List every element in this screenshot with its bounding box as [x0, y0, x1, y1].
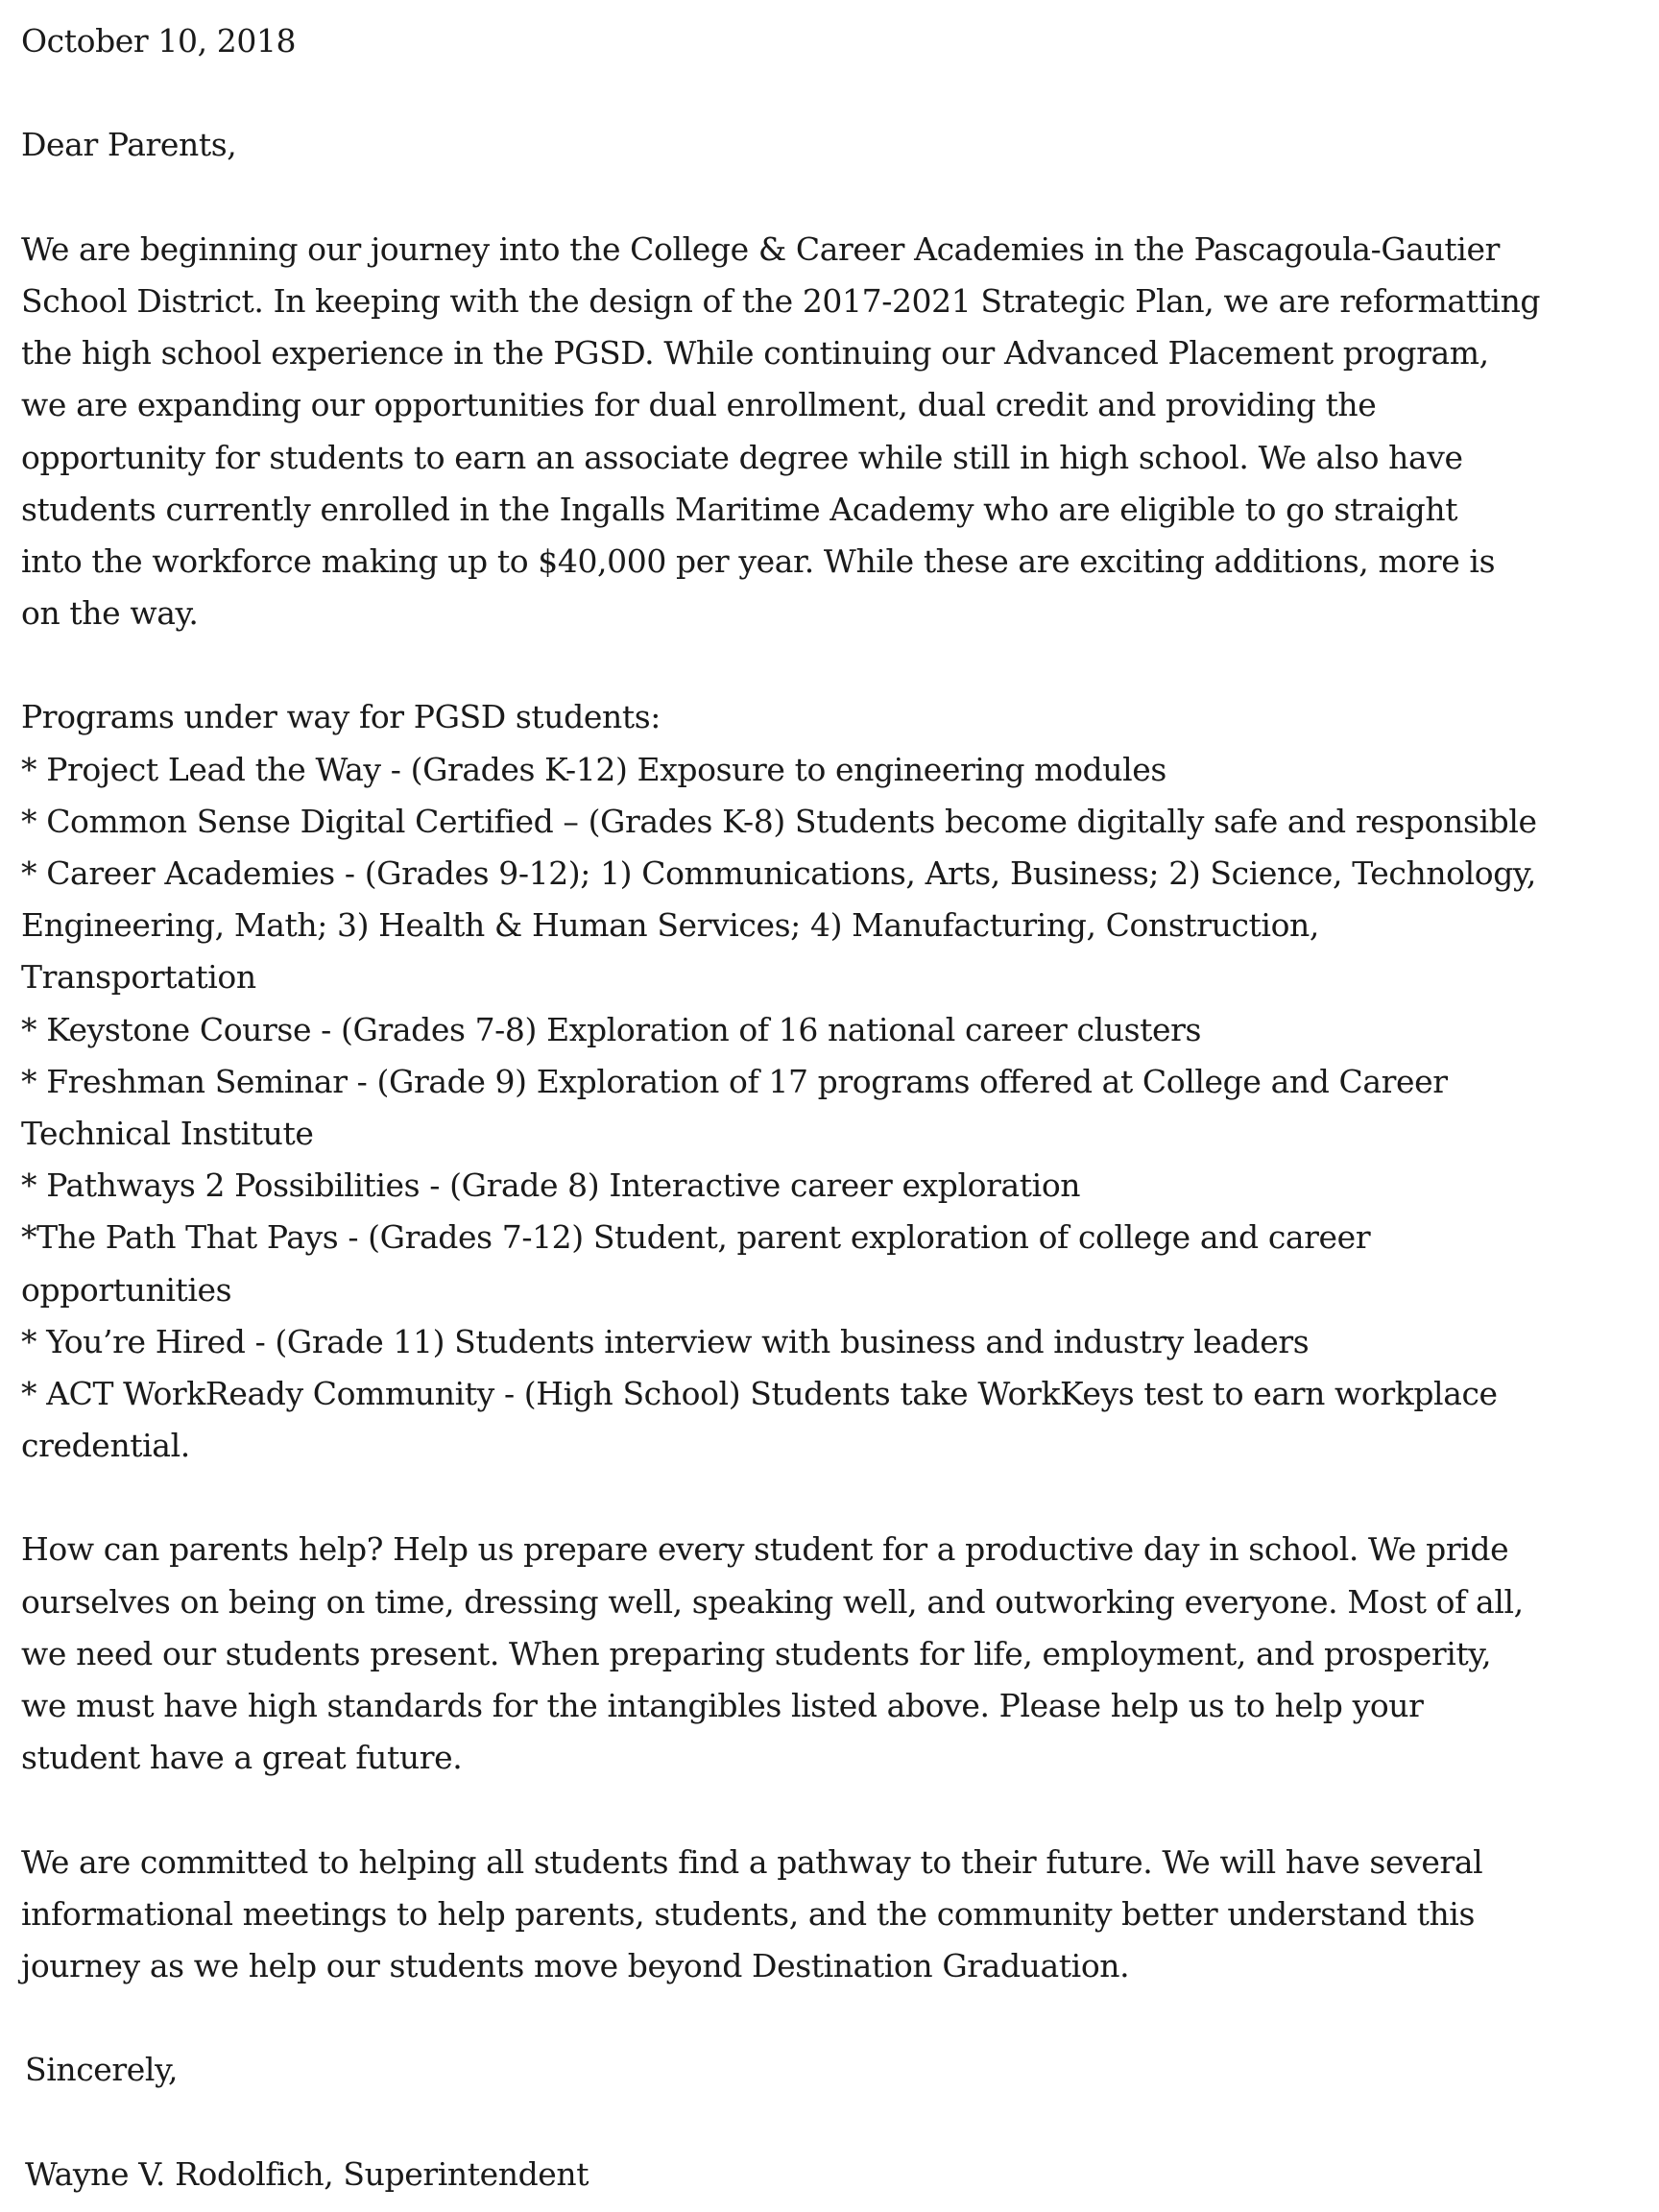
- letter-body: [21, 15, 1644, 2200]
- paragraph-line: we must have high standards for the intangibles listed above. Please help us to help your: [21, 1687, 1424, 1724]
- paragraph-line: We are committed to helping all students find a pathway to their future. We will have several: [21, 1842, 1483, 1881]
- letter-date: October 10, 2018: [21, 22, 297, 60]
- program-item: * Keystone Course - (Grades 7-8) Exploration of 16 national career clusters: [21, 1010, 1202, 1048]
- salutation: Dear Parents,: [21, 126, 237, 164]
- program-item: * Career Academies - (Grades 9-12); 1) Communications, Arts, Business; 2) Science, Technology,: [21, 854, 1536, 892]
- spacer: [21, 1992, 1644, 2044]
- paragraph-line: student have a great future.: [21, 1739, 463, 1777]
- program-item: *The Path That Pays - (Grades 7-12) Student, parent exploration of college and career: [21, 1218, 1371, 1257]
- paragraph-line: we are expanding our opportunities for dual enrollment, dual credit and providing the: [21, 386, 1377, 424]
- paragraph-line: we need our students present. When preparing students for life, employment, and prosperity,: [21, 1634, 1492, 1672]
- intro-paragraph: [21, 224, 1644, 640]
- program-item-continued: credential.: [21, 1427, 190, 1465]
- paragraph-line: journey as we help our students move beyond Destination Graduation.: [21, 1946, 1130, 1984]
- closing: Sincerely,: [25, 2051, 179, 2089]
- spacer: [21, 1472, 1644, 1524]
- programs-section: [21, 691, 1644, 1472]
- paragraph-line: students currently enrolled in the Ingalls Maritime Academy who are eligible to go straight: [21, 490, 1458, 528]
- paragraph-line: the high school experience in the PGSD. While continuing our Advanced Placement program,: [21, 334, 1489, 373]
- programs-heading: Programs under way for PGSD students:: [21, 698, 661, 736]
- spacer: [21, 172, 1644, 224]
- paragraph-line: opportunity for students to earn an associate degree while still in high school. We also have: [21, 438, 1463, 476]
- commitment-paragraph: [21, 1837, 1644, 1993]
- spacer: [21, 67, 1644, 119]
- parents-help-paragraph: [21, 1524, 1644, 1784]
- paragraph-line: ourselves on being on time, dressing well, speaking well, and outworking everyone. Most of all,: [21, 1582, 1524, 1621]
- program-item: * Pathways 2 Possibilities - (Grade 8) Interactive career exploration: [21, 1166, 1081, 1205]
- spacer: [21, 1784, 1644, 1836]
- program-item-continued: Transportation: [21, 958, 256, 997]
- program-item: * Common Sense Digital Certified – (Grades K-8) Students become digitally safe and responsible: [21, 802, 1537, 840]
- paragraph-line: How can parents help? Help us prepare every student for a productive day in school. We pride: [21, 1530, 1509, 1569]
- program-item-continued: Engineering, Math; 3) Health & Human Services; 4) Manufacturing, Construction,: [21, 906, 1319, 945]
- paragraph-line: informational meetings to help parents, students, and the community better understand this: [21, 1894, 1476, 1933]
- program-item: * Project Lead the Way - (Grades K-12) Exposure to engineering modules: [21, 750, 1166, 788]
- program-item: * You’re Hired - (Grade 11) Students interview with business and industry leaders: [21, 1322, 1310, 1360]
- paragraph-line: We are beginning our journey into the College & Career Academies in the Pascagoula-Gautier: [21, 229, 1500, 268]
- program-item: * ACT WorkReady Community - (High School) Students take WorkKeys test to earn workplace: [21, 1374, 1498, 1412]
- signature: Wayne V. Rodolfich, Superintendent: [25, 2154, 589, 2193]
- spacer: [21, 2097, 1644, 2149]
- paragraph-line: School District. In keeping with the design of the 2017-2021 Strategic Plan, we are reformatting: [21, 281, 1541, 320]
- paragraph-line: on the way.: [21, 594, 199, 633]
- program-item: * Freshman Seminar - (Grade 9) Exploration of 17 programs offered at College and Career: [21, 1062, 1448, 1100]
- paragraph-line: into the workforce making up to $40,000 per year. While these are exciting additions, more is: [21, 541, 1496, 580]
- program-item-continued: opportunities: [21, 1270, 232, 1309]
- spacer: [21, 639, 1644, 691]
- program-item-continued: Technical Institute: [21, 1114, 314, 1152]
